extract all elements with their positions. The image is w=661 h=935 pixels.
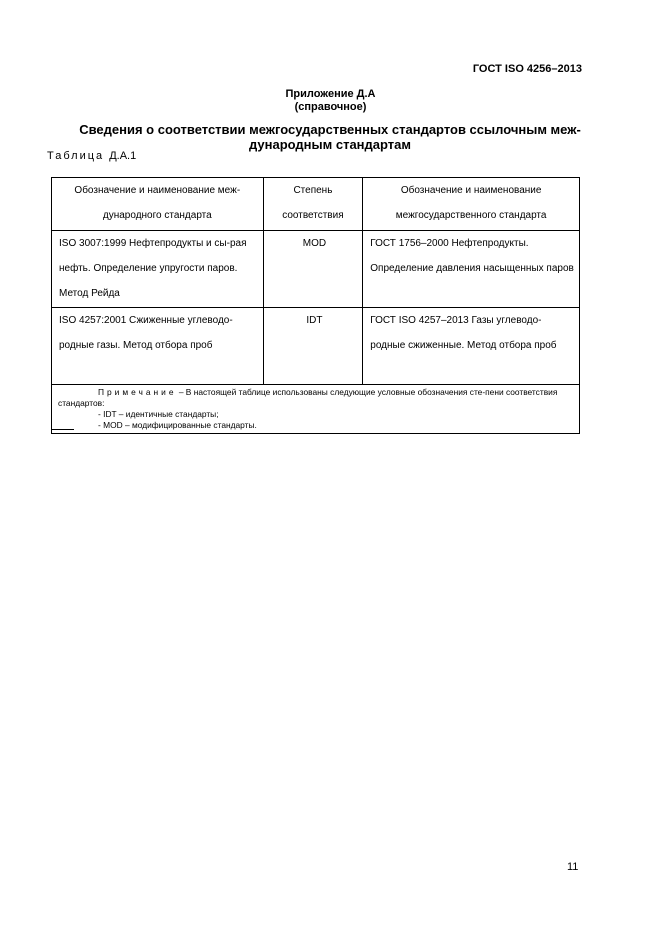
cell-degree: IDT [263,308,363,385]
table-header-row [52,178,580,231]
document-code: ГОСТ ISO 4256–2013 [472,63,582,75]
table-row [52,231,580,308]
cell-degree: MOD [263,231,363,308]
table-bottom-stub-line [51,429,74,430]
table-label [47,150,136,162]
table-note [52,385,580,434]
cell-national-standard: ГОСТ 1756–2000 Нефтепродукты. Определение давления насыщенных паров [363,231,580,308]
page-number: 11 [567,861,579,873]
cell-intl-standard: ISO 3007:1999 Нефтепродукты и сы-рая нефть. Определение упругости паров. Метод Рейда [52,231,264,308]
annex-title: Приложение Д.А [285,88,376,100]
header-degree: Степень соответствия [263,178,363,231]
header-national-standard: Обозначение и наименование межгосударственного стандарта [363,178,580,231]
header-intl-standard: Обозначение и наименование меж-дународного стандарта [52,178,264,231]
cell-national-standard: ГОСТ ISO 4257–2013 Газы углеводо-родные сжиженные. Метод отбора проб [363,308,580,385]
table-label-number: Д.А.1 [109,150,137,162]
standards-table [51,177,580,434]
section-title: Сведения о соответствии межгосударственных стандартов ссылочным меж-дународным стандартам [79,122,581,152]
table-label-word: Таблица [47,150,105,162]
table-row [52,308,580,385]
note-item-idt: - IDT – идентичные стандарты; [98,409,219,419]
annex-subtitle: (справочное) [294,101,367,113]
note-text [58,387,573,409]
table-note-row [52,385,580,434]
note-item-mod: - MOD – модифицированные стандарты. [98,420,257,430]
cell-intl-standard: ISO 4257:2001 Сжиженные углеводо-родные газы. Метод отбора проб [52,308,264,385]
note-body: – В настоящей таблице использованы следующие условные обозначения сте-пени соответствия стандартов: [58,387,558,408]
annex-heading [0,88,661,114]
note-label: Примечание [98,387,177,397]
